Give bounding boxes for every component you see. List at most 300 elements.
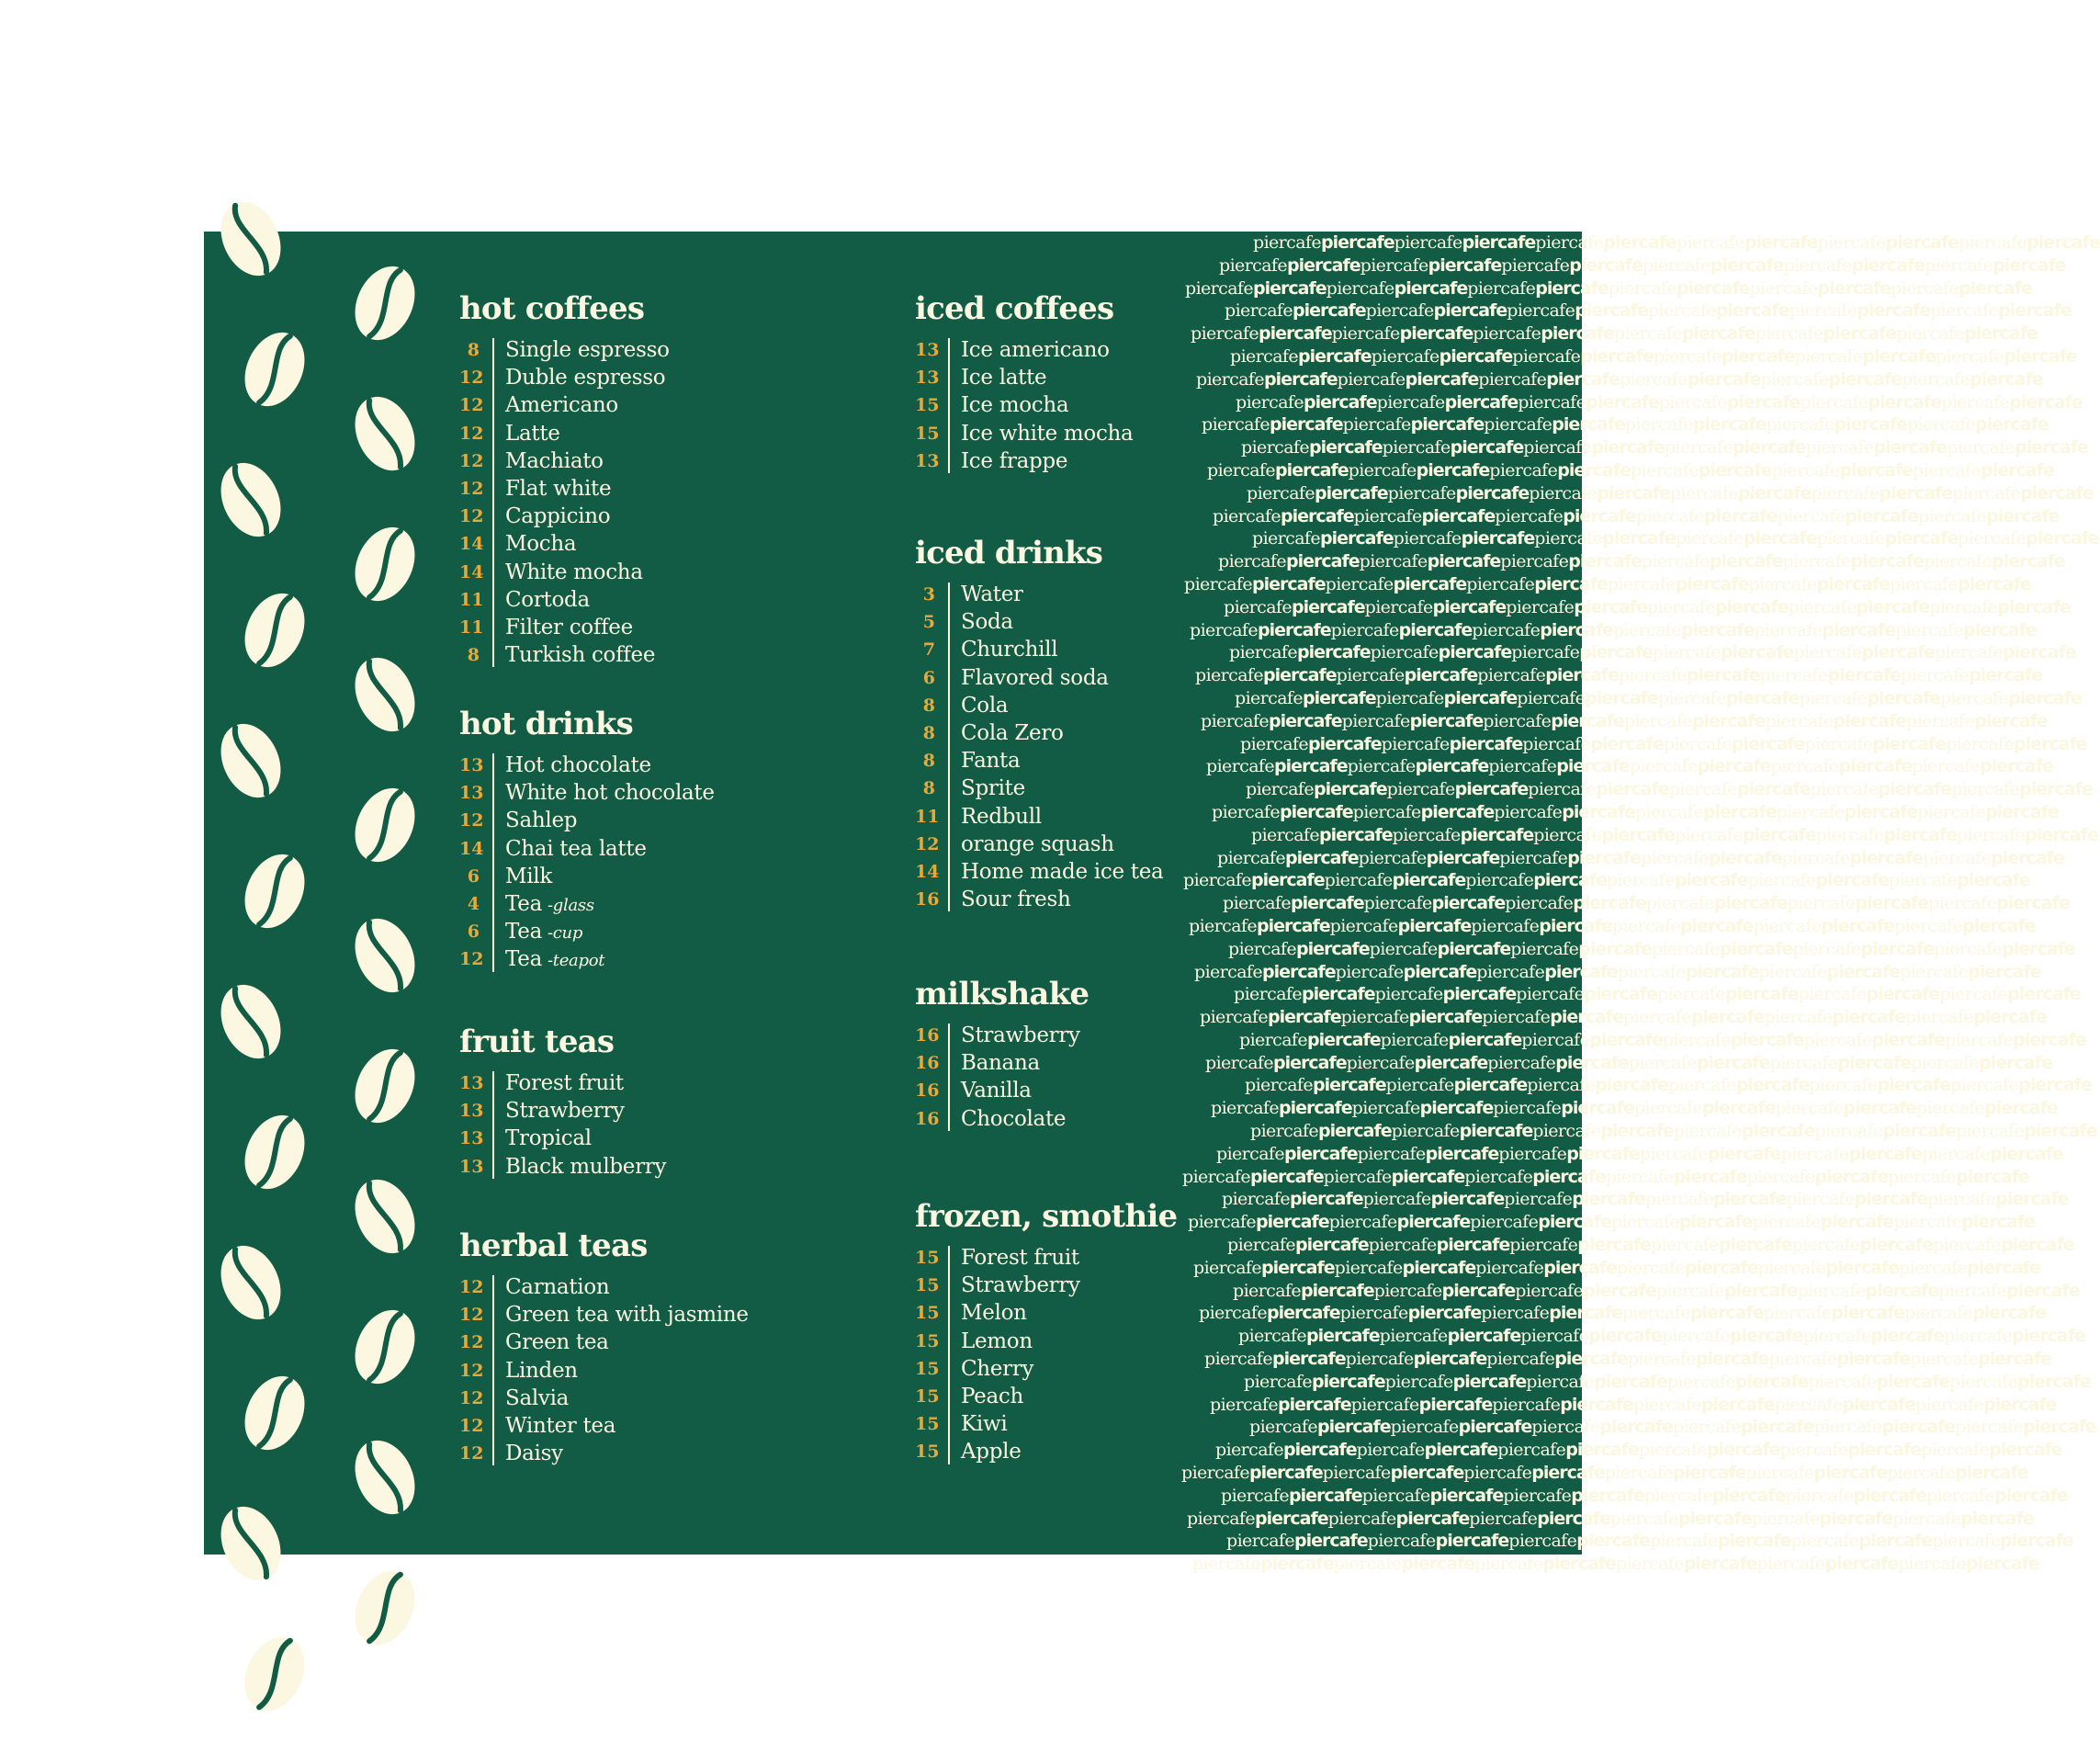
brand-pattern-row: piercafepiercafepiercafepiercafepiercafepiercafepiercafepiercafepiercafepiercafepiercafepiercafe <box>1183 870 2030 891</box>
brand-pattern-row: piercafepiercafepiercafepiercafepiercafepiercafepiercafepiercafepiercafepiercafepiercafepiercafe <box>1241 437 2088 458</box>
item-name: Flat white <box>505 476 612 501</box>
menu-item <box>459 779 715 807</box>
brand-pattern-row: piercafepiercafepiercafepiercafepiercafepiercafepiercafepiercafepiercafepiercafepiercafepiercafe <box>1225 300 2072 322</box>
brand-pattern-row: piercafepiercafepiercafepiercafepiercafepiercafepiercafepiercafepiercafepiercafepiercafepiercafe <box>1221 1485 2068 1506</box>
coffee-bean-icon <box>241 586 309 674</box>
menu-item <box>915 1328 1177 1355</box>
menu-item <box>459 391 644 419</box>
item-name-wrap <box>961 636 1057 663</box>
item-name-wrap <box>505 475 611 503</box>
item-price: 16 <box>915 1080 940 1102</box>
brand-pattern-row: piercafepiercafepiercafepiercafepiercafepiercafepiercafepiercafepiercafepiercafepiercafepiercafe <box>1236 391 2083 413</box>
menu-item <box>459 1412 648 1440</box>
menu-item <box>915 858 1164 886</box>
brand-pattern-row: piercafepiercafepiercafepiercafepiercafepiercafepiercafepiercafepiercafepiercafepiercafepiercafe <box>1234 984 2081 1005</box>
item-name-wrap <box>961 692 1008 719</box>
item-name-wrap <box>961 747 1020 775</box>
item-list <box>459 752 715 974</box>
item-price: 12 <box>459 395 484 416</box>
item-name: Ice latte <box>961 366 1047 390</box>
item-price: 16 <box>915 1108 940 1129</box>
item-name: Cherry <box>961 1356 1034 1381</box>
coffee-bean-icon <box>241 847 309 935</box>
brand-pattern-row: piercafepiercafepiercafepiercafepiercafepiercafepiercafepiercafepiercafepiercafepiercafepiercafe <box>1233 1280 2080 1301</box>
item-name: Mocha <box>505 532 577 557</box>
menu-item <box>459 945 633 973</box>
brand-pattern-row: piercafepiercafepiercafepiercafepiercafepiercafepiercafepiercafepiercafepiercafepiercafepiercafe <box>1229 642 2076 663</box>
item-name: Fanta <box>961 749 1021 774</box>
item-price: 4 <box>467 893 480 914</box>
brand-pattern-row: piercafepiercafepiercafepiercafepiercafepiercafepiercafepiercafepiercafepiercafepiercafepiercafe <box>1187 1508 2034 1529</box>
coffee-bean-icon <box>241 1108 309 1196</box>
item-name-wrap <box>505 1440 563 1467</box>
coffee-bean-icon <box>217 1499 285 1588</box>
item-name: Cola <box>961 693 1009 718</box>
coffee-bean-icon <box>351 1303 419 1391</box>
menu-item <box>459 503 644 530</box>
item-name-wrap <box>505 530 576 558</box>
menu-item <box>459 447 644 475</box>
menu-item <box>459 863 633 890</box>
menu-item <box>459 1069 624 1097</box>
menu-item <box>915 803 1102 831</box>
menu-item <box>915 747 1102 775</box>
menu-item <box>915 336 1113 364</box>
item-name: Tea <box>505 947 542 972</box>
item-name: Water <box>961 582 1023 606</box>
item-name-wrap <box>505 1385 569 1412</box>
menu-item <box>915 1105 1089 1133</box>
menu-item <box>915 391 1113 419</box>
item-price: 11 <box>459 616 484 638</box>
item-name-wrap <box>505 503 610 530</box>
item-name-wrap <box>961 664 1109 692</box>
item-name-wrap <box>505 863 552 890</box>
menu-item <box>459 336 670 364</box>
item-price: 8 <box>922 695 935 716</box>
item-name-wrap <box>961 1049 1040 1077</box>
brand-pattern-row: piercafepiercafepiercafepiercafepiercafepiercafepiercafepiercafepiercafepiercafepiercafepiercafe <box>1227 1235 2074 1256</box>
item-name: Strawberry <box>961 1273 1080 1298</box>
item-name-wrap <box>505 391 618 419</box>
item-price: 13 <box>459 1101 484 1122</box>
item-name: Americano <box>505 393 618 418</box>
item-price: 16 <box>915 1053 940 1074</box>
menu-item <box>459 1153 667 1181</box>
brand-pattern-row: piercafepiercafepiercafepiercafepiercafepiercafepiercafepiercafepiercafepiercafepiercafepiercafe <box>1238 1326 2085 1347</box>
brand-pattern-row: piercafepiercafepiercafepiercafepiercafepiercafepiercafepiercafepiercafepiercafepiercafepiercafe <box>1217 847 2064 868</box>
item-name-wrap <box>505 1301 749 1329</box>
item-name: Tea <box>505 891 542 916</box>
menu-panel <box>204 232 2100 1575</box>
item-name: Milk <box>505 864 552 888</box>
item-name-wrap <box>961 886 1070 913</box>
item-name-wrap <box>505 918 582 947</box>
item-name: Hot chocolate <box>505 753 651 777</box>
item-list <box>915 1244 1177 1466</box>
brand-pattern-row: piercafepiercafepiercafepiercafepiercafepiercafepiercafepiercafepiercafepiercafepiercafepiercafe <box>1244 1371 2091 1392</box>
item-price: 11 <box>915 806 940 827</box>
item-price: 15 <box>915 1414 940 1435</box>
item-name: Ice americano <box>961 338 1110 362</box>
item-size-note: -glass <box>547 895 594 915</box>
coffee-bean-icon <box>241 1630 309 1718</box>
item-list <box>459 336 670 669</box>
section-title: hot drinks <box>459 706 633 742</box>
brand-pattern-row: piercafepiercafepiercafepiercafepiercafepiercafepiercafepiercafepiercafepiercafepiercafepiercafe <box>1211 1098 2058 1119</box>
coffee-bean-icon <box>351 1433 419 1521</box>
menu-item <box>459 1125 614 1152</box>
item-price: 6 <box>467 922 480 943</box>
brand-pattern-row: piercafepiercafepiercafepiercafepiercafepiercafepiercafepiercafepiercafepiercafepiercafepiercafe <box>1235 687 2082 708</box>
item-price: 12 <box>915 833 940 854</box>
menu-section <box>915 1198 1177 1466</box>
menu-item <box>459 364 666 391</box>
item-name: Ice frappe <box>961 448 1068 473</box>
brand-pattern-row: piercafepiercafepiercafepiercafepiercafepiercafepiercafepiercafepiercafepiercafepiercafepiercafe <box>1207 459 2054 481</box>
menu-item <box>915 1355 1177 1383</box>
menu-item <box>915 447 1113 475</box>
brand-pattern-row: piercafepiercafepiercafepiercafepiercafepiercafepiercafepiercafepiercafepiercafepiercafepiercafe <box>1230 345 2077 367</box>
menu-section <box>459 706 715 974</box>
item-name-wrap <box>505 1097 625 1125</box>
menu-item <box>459 752 651 779</box>
item-name-wrap <box>505 364 665 391</box>
item-name: Strawberry <box>961 1023 1080 1047</box>
brand-pattern-row: piercafepiercafepiercafepiercafepiercafepiercafepiercafepiercafepiercafepiercafepiercafepiercafe <box>1228 938 2075 959</box>
menu-item <box>915 1299 1177 1327</box>
item-name: Kiwi <box>961 1412 1008 1437</box>
item-price: 16 <box>915 1025 940 1046</box>
menu-item <box>915 636 1102 663</box>
item-size-note: -cup <box>547 923 583 944</box>
section-title: hot coffees <box>459 290 645 327</box>
item-price: 12 <box>459 506 484 527</box>
item-price: 15 <box>915 1442 940 1463</box>
item-price: 13 <box>459 755 484 775</box>
brand-pattern-row: piercafepiercafepiercafepiercafepiercafepiercafepiercafepiercafepiercafepiercafepiercafepiercafe <box>1223 893 2070 914</box>
item-name: Chai tea latte <box>505 836 647 861</box>
item-price: 8 <box>922 751 935 772</box>
brand-pattern-row: piercafepiercafepiercafepiercafepiercafepiercafepiercafepiercafepiercafepiercafepiercafepiercafe <box>1200 1007 2047 1028</box>
item-name: Home made ice tea <box>961 859 1164 884</box>
item-price: 13 <box>459 1128 484 1149</box>
item-price: 8 <box>467 645 480 666</box>
item-name-wrap <box>961 608 1013 636</box>
item-price: 13 <box>915 450 940 471</box>
brand-pattern-row: piercafepiercafepiercafepiercafepiercafepiercafepiercafepiercafepiercafepiercafepiercafepiercafe <box>1246 779 2093 800</box>
menu-item <box>915 664 1109 692</box>
menu-item <box>915 581 1102 608</box>
menu-section <box>915 976 1089 1133</box>
item-name-wrap <box>505 420 560 447</box>
item-price: 3 <box>922 584 935 605</box>
item-name: Sahlep <box>505 808 578 833</box>
menu-item <box>459 1385 648 1412</box>
item-name: Strawberry <box>505 1099 625 1124</box>
menu-section <box>915 290 1134 475</box>
item-name: Cappicino <box>505 504 611 529</box>
brand-pattern-row: piercafepiercafepiercafepiercafepiercafepiercafepiercafepiercafepiercafepiercafepiercafepiercafe <box>1219 254 2066 276</box>
item-name: Ice mocha <box>961 393 1069 418</box>
item-name-wrap <box>505 1273 609 1301</box>
item-price: 8 <box>467 340 480 360</box>
item-price: 13 <box>459 783 484 804</box>
brand-pattern-row: piercafepiercafepiercafepiercafepiercafepiercafepiercafepiercafepiercafepiercafepiercafepiercafe <box>1189 915 2036 936</box>
item-price: 12 <box>459 1443 484 1464</box>
item-name-wrap <box>505 1125 592 1152</box>
menu-item <box>459 586 644 614</box>
coffee-bean-icon <box>217 978 285 1066</box>
menu-item <box>915 719 1102 747</box>
brand-pattern-row: piercafepiercafepiercafepiercafepiercafepiercafepiercafepiercafepiercafepiercafepiercafepiercafe <box>1213 505 2060 526</box>
item-name-wrap <box>505 586 590 614</box>
item-price: 12 <box>459 1360 484 1381</box>
item-name: Melon <box>961 1301 1027 1326</box>
item-name-wrap <box>505 447 604 475</box>
item-price: 12 <box>459 949 484 970</box>
menu-item <box>915 1077 1089 1104</box>
menu-item <box>459 1440 648 1467</box>
item-name: Forest fruit <box>505 1071 624 1095</box>
brand-pattern-row: piercafepiercafepiercafepiercafepiercafepiercafepiercafepiercafepiercafepiercafepiercafepiercafe <box>1212 801 2059 822</box>
item-price: 15 <box>915 1358 940 1379</box>
menu-item <box>459 1357 648 1385</box>
brand-pattern-row: piercafepiercafepiercafepiercafepiercafepiercafepiercafepiercafepiercafepiercafepiercafepiercafe <box>1218 551 2065 572</box>
item-name: Apple <box>961 1440 1022 1464</box>
coffee-bean-icon <box>217 717 285 805</box>
item-price: 15 <box>915 395 940 416</box>
brand-pattern-row: piercafepiercafepiercafepiercafepiercafepiercafepiercafepiercafepiercafepiercafepiercafepiercafe <box>1239 1029 2086 1050</box>
item-name: Chocolate <box>961 1106 1067 1131</box>
section-title: iced coffees <box>915 290 1114 327</box>
item-name-wrap <box>961 858 1163 886</box>
brand-pattern-row: piercafepiercafepiercafepiercafepiercafepiercafepiercafepiercafepiercafepiercafepiercafepiercafe <box>1195 665 2042 686</box>
item-price: 12 <box>459 1277 484 1297</box>
coffee-bean-icon <box>217 195 285 283</box>
item-name-wrap <box>505 779 715 807</box>
coffee-bean-icon <box>351 1042 419 1130</box>
section-title: iced drinks <box>915 535 1103 571</box>
item-list <box>459 1273 749 1467</box>
brand-text-pattern <box>1181 232 2100 1575</box>
item-price: 14 <box>459 561 484 582</box>
item-price: 6 <box>922 667 935 688</box>
item-name-wrap <box>961 803 1042 831</box>
brand-pattern-row: piercafepiercafepiercafepiercafepiercafepiercafepiercafepiercafepiercafepiercafepiercafepiercafe <box>1190 619 2037 640</box>
item-name: Churchill <box>961 638 1058 662</box>
brand-pattern-row: piercafepiercafepiercafepiercafepiercafepiercafepiercafepiercafepiercafepiercafepiercafepiercafe <box>1188 1212 2035 1233</box>
item-name: Forest fruit <box>961 1246 1079 1270</box>
item-price: 15 <box>915 1330 940 1351</box>
item-name-wrap <box>505 1412 615 1440</box>
item-name-wrap <box>961 1383 1023 1410</box>
menu-section <box>459 1023 667 1181</box>
item-name-wrap <box>505 1069 624 1097</box>
item-name-wrap <box>505 807 577 834</box>
item-price: 12 <box>459 810 484 831</box>
item-price: 15 <box>915 1385 940 1407</box>
item-name: Machiato <box>505 448 604 473</box>
menu-item <box>459 890 633 918</box>
menu-item <box>915 1438 1177 1465</box>
brand-pattern-row: piercafepiercafepiercafepiercafepiercafepiercafepiercafepiercafepiercafepiercafepiercafepiercafe <box>1196 368 2043 390</box>
brand-pattern-row: piercafepiercafepiercafepiercafepiercafepiercafepiercafepiercafepiercafepiercafepiercafepiercafe <box>1251 824 2098 845</box>
item-name-wrap <box>961 1272 1080 1299</box>
menu-item <box>459 807 633 834</box>
item-name-wrap <box>505 1357 578 1385</box>
item-price: 16 <box>915 889 940 910</box>
item-name: Filter coffee <box>505 615 633 639</box>
item-price: 7 <box>922 639 935 661</box>
menu-item <box>915 1049 1089 1077</box>
brand-pattern-row: piercafepiercafepiercafepiercafepiercafepiercafepiercafepiercafepiercafepiercafepiercafepiercafe <box>1210 1394 2057 1415</box>
item-price: 15 <box>915 1275 940 1296</box>
brand-pattern-row: piercafepiercafepiercafepiercafepiercafepiercafepiercafepiercafepiercafepiercafepiercafepiercafe <box>1249 1417 2096 1438</box>
item-name: Turkish coffee <box>505 643 656 668</box>
item-name-wrap <box>505 752 651 779</box>
item-name-wrap <box>961 1299 1027 1327</box>
item-size-note: -teapot <box>547 951 605 971</box>
coffee-bean-icon <box>351 781 419 869</box>
item-name-wrap <box>961 1244 1079 1272</box>
menu-item <box>459 475 644 503</box>
brand-pattern-row: piercafepiercafepiercafepiercafepiercafepiercafepiercafepiercafepiercafepiercafepiercafepiercafe <box>1182 1166 2029 1187</box>
brand-pattern-row: piercafepiercafepiercafepiercafepiercafepiercafepiercafepiercafepiercafepiercafepiercafepiercafe <box>1191 323 2038 345</box>
item-name: Single espresso <box>505 338 670 362</box>
section-title: milkshake <box>915 976 1090 1012</box>
item-price: 15 <box>915 1248 940 1268</box>
item-name-wrap <box>505 336 670 364</box>
item-name: Green tea <box>505 1330 609 1355</box>
menu-item <box>459 1329 648 1356</box>
item-name: Tea <box>505 920 542 944</box>
menu-item <box>915 364 1113 391</box>
brand-pattern-row: piercafepiercafepiercafepiercafepiercafepiercafepiercafepiercafepiercafepiercafepiercafepiercafe <box>1202 414 2049 435</box>
coffee-bean-icon <box>241 1369 309 1457</box>
menu-item <box>915 420 1134 447</box>
coffee-bean-icon <box>351 1564 419 1652</box>
menu-section <box>459 290 670 669</box>
coffee-bean-icon <box>241 325 309 413</box>
brand-pattern-row: piercafepiercafepiercafepiercafepiercafepiercafepiercafepiercafepiercafepiercafepiercafepiercafe <box>1194 961 2041 982</box>
item-price: 12 <box>459 1415 484 1436</box>
item-name-wrap <box>505 890 594 920</box>
item-name-wrap <box>505 641 655 669</box>
item-name-wrap <box>961 1077 1032 1104</box>
menu-item <box>459 835 647 863</box>
brand-pattern-row: piercafepiercafepiercafepiercafepiercafepiercafepiercafepiercafepiercafepiercafepiercafepiercafe <box>1204 1349 2051 1370</box>
item-name: Soda <box>961 610 1013 635</box>
item-name: Vanilla <box>961 1079 1032 1103</box>
item-price: 13 <box>459 1156 484 1177</box>
item-name-wrap <box>505 614 633 641</box>
item-name-wrap <box>961 719 1064 747</box>
item-name: Linden <box>505 1358 578 1383</box>
item-name: Green tea with jasmine <box>505 1303 749 1328</box>
item-price: 12 <box>459 450 484 471</box>
brand-pattern-row: piercafepiercafepiercafepiercafepiercafepiercafepiercafepiercafepiercafepiercafepiercafepiercafe <box>1224 596 2071 617</box>
menu-section <box>915 535 1164 913</box>
coffee-bean-icon <box>217 1238 285 1327</box>
brand-pattern-row: piercafepiercafepiercafepiercafepiercafepiercafepiercafepiercafepiercafepiercafepiercafepiercafe <box>1185 277 2032 299</box>
item-price: 14 <box>459 838 484 859</box>
brand-pattern-row: piercafepiercafepiercafepiercafepiercafepiercafepiercafepiercafepiercafepiercafepiercafepiercafe <box>1184 573 2031 594</box>
item-name: Sour fresh <box>961 888 1071 912</box>
item-name: White hot chocolate <box>505 781 715 806</box>
item-list <box>915 1022 1089 1133</box>
item-name-wrap <box>961 447 1067 475</box>
menu-item <box>915 1244 1177 1272</box>
menu-item <box>459 1273 648 1301</box>
menu-item <box>459 614 644 641</box>
item-price: 11 <box>459 589 484 610</box>
brand-pattern-row: piercafepiercafepiercafepiercafepiercafepiercafepiercafepiercafepiercafepiercafepiercafepiercafe <box>1192 1554 2039 1575</box>
item-name-wrap <box>505 835 647 863</box>
brand-pattern-row: piercafepiercafepiercafepiercafepiercafepiercafepiercafepiercafepiercafepiercafepiercafepiercafe <box>1222 1189 2069 1210</box>
item-list <box>915 336 1134 475</box>
coffee-bean-icon <box>351 259 419 347</box>
item-list <box>459 1069 667 1181</box>
item-name: Ice white mocha <box>961 421 1134 446</box>
brand-pattern-row: piercafepiercafepiercafepiercafepiercafepiercafepiercafepiercafepiercafepiercafepiercafepiercafe <box>1205 1052 2052 1073</box>
menu-item <box>915 692 1102 719</box>
item-price: 14 <box>915 861 940 882</box>
menu-section <box>459 1227 749 1467</box>
brand-pattern-row: piercafepiercafepiercafepiercafepiercafepiercafepiercafepiercafepiercafepiercafepiercafepiercafe <box>1245 1075 2092 1096</box>
menu-item <box>459 420 644 447</box>
coffee-bean-icon <box>217 456 285 544</box>
item-name-wrap <box>961 1328 1033 1355</box>
item-name: Salvia <box>505 1385 570 1410</box>
brand-pattern-row: piercafepiercafepiercafepiercafepiercafepiercafepiercafepiercafepiercafepiercafepiercafepiercafe <box>1193 1257 2040 1278</box>
menu-item <box>915 608 1102 636</box>
item-name-wrap <box>961 581 1023 608</box>
item-price: 15 <box>915 1303 940 1324</box>
item-name: Duble espresso <box>505 366 666 390</box>
item-price: 13 <box>915 368 940 389</box>
item-name-wrap <box>961 1022 1080 1049</box>
brand-pattern-row: piercafepiercafepiercafepiercafepiercafepiercafepiercafepiercafepiercafepiercafepiercafepiercafe <box>1216 1143 2063 1164</box>
menu-item <box>915 831 1114 858</box>
item-name: Latte <box>505 421 560 446</box>
item-name-wrap <box>961 364 1046 391</box>
menu-item <box>459 1097 625 1125</box>
section-title: fruit teas <box>459 1023 615 1060</box>
menu-item <box>459 559 644 586</box>
coffee-bean-pattern <box>204 232 388 1555</box>
item-name: Black mulberry <box>505 1154 667 1179</box>
item-price: 12 <box>459 1387 484 1408</box>
brand-pattern-row: piercafepiercafepiercafepiercafepiercafepiercafepiercafepiercafepiercafepiercafepiercafepiercafe <box>1253 232 2100 253</box>
item-name: White mocha <box>505 560 643 584</box>
item-name-wrap <box>961 1410 1007 1438</box>
item-price: 12 <box>459 368 484 389</box>
item-price: 12 <box>459 1332 484 1353</box>
brand-pattern-row: piercafepiercafepiercafepiercafepiercafepiercafepiercafepiercafepiercafepiercafepiercafepiercafe <box>1199 1303 2046 1324</box>
item-name-wrap <box>961 336 1110 364</box>
menu-item <box>915 886 1102 913</box>
item-price: 14 <box>459 534 484 555</box>
item-name: Lemon <box>961 1329 1033 1353</box>
item-name: Redbull <box>961 804 1042 829</box>
brand-pattern-row: piercafepiercafepiercafepiercafepiercafepiercafepiercafepiercafepiercafepiercafepiercafepiercafe <box>1252 528 2099 549</box>
item-name: Cortoda <box>505 587 590 612</box>
item-name: Daisy <box>505 1442 563 1466</box>
item-name: Peach <box>961 1384 1023 1408</box>
section-title: herbal teas <box>459 1227 648 1264</box>
item-name-wrap <box>961 1438 1022 1465</box>
